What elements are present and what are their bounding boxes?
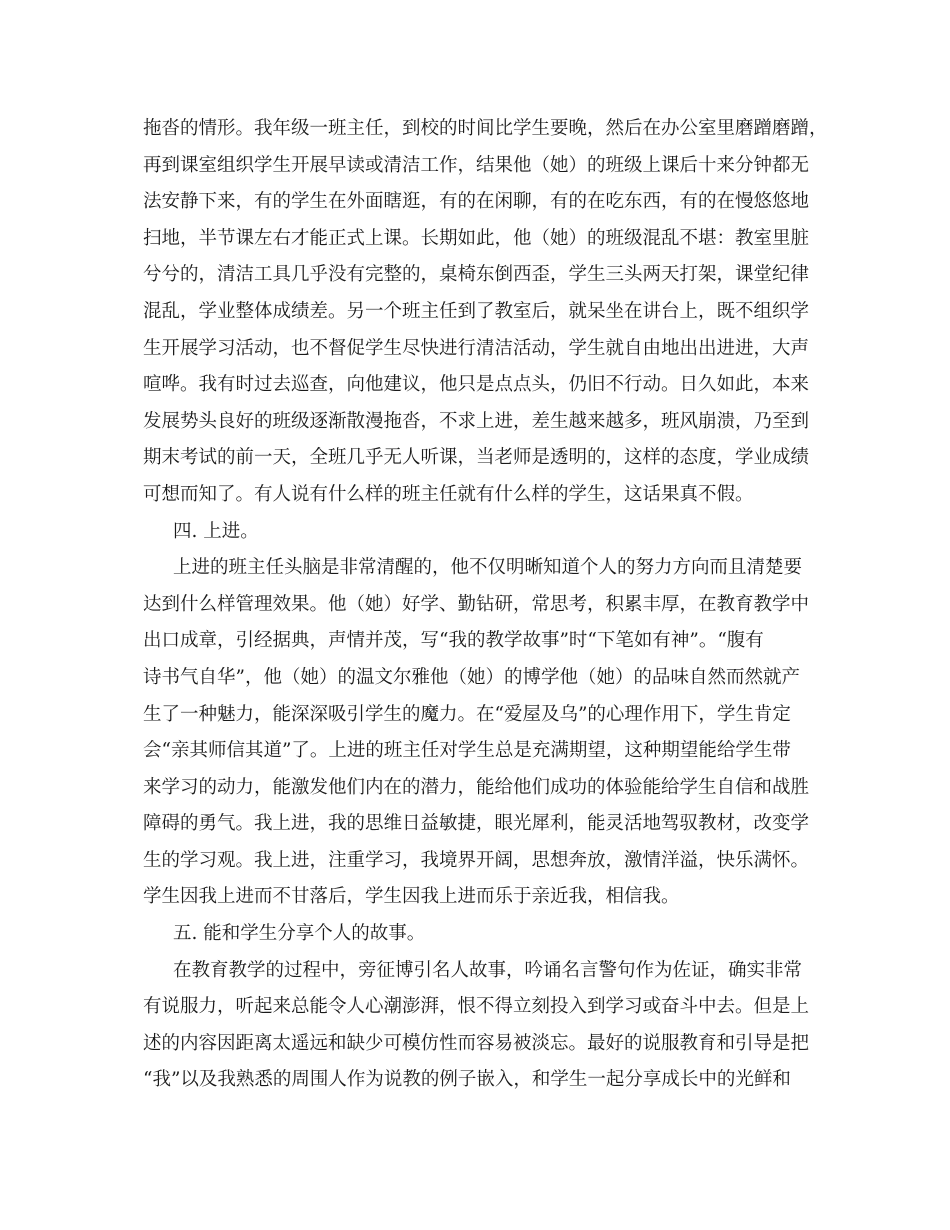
paragraph-line: 兮兮的，清洁工具几乎没有完整的，桌椅东倒西歪，学生三头两天打架，课堂纪律 [143, 264, 810, 286]
paragraph-line: 出口成章，引经据典，声情并茂，写“我的教学故事”时“下笔如有神”。“腹有 [143, 630, 764, 652]
paragraph-line: 障碍的勇气。我上进，我的思维日益敏捷，眼光犀利，能灵活地驾驭教材，改变学 [143, 813, 810, 835]
paragraph-line: 发展势头良好的班级逐渐散漫拖沓，不求上进，差生越来越多，班风崩溃，乃至到 [143, 410, 810, 432]
paragraph-line-indented: 上进的班主任头脑是非常清醒的，他不仅明晰知道个人的努力方向而且清楚要 [173, 557, 803, 579]
paragraph-line: 可想而知了。有人说有什么样的班主任就有什么样的学生，这话果真不假。 [143, 483, 754, 505]
paragraph-line: 再到课室组织学生开展早读或清洁工作，结果他（她）的班级上课后十来分钟都无 [143, 154, 810, 176]
paragraph-line: 喧哗。我有时过去巡查，向他建议，他只是点点头，仍旧不行动。日久如此，本来 [143, 374, 810, 396]
paragraph-line: 述的内容因距离太遥远和缺少可模仿性而容易被淡忘。最好的说服教育和引导是把 [143, 1032, 810, 1054]
paragraph-line: 法安静下来，有的学生在外面瞎逛，有的在闲聊，有的在吃东西，有的在慢悠悠地 [143, 191, 810, 213]
paragraph-line: 混乱，学业整体成绩差。另一个班主任到了教室后，就呆坐在讲台上，既不组织学 [143, 300, 810, 322]
paragraph-line: 生开展学习活动，也不督促学生尽快进行清洁活动，学生就自由地出出进进，大声 [143, 337, 810, 359]
paragraph-line: 诗书气自华”，他（她）的温文尔雅他（她）的博学他（她）的品味自然而然就产 [143, 666, 800, 688]
paragraph-line: 有说服力，听起来总能令人心潮澎湃，恨不得立刻投入到学习或奋斗中去。但是上 [143, 996, 810, 1018]
paragraph-line-indented: 四. 上进。 [173, 520, 259, 542]
paragraph-line: 生的学习观。我上进，注重学习，我境界开阔，思想奔放，激情洋溢，快乐满怀。 [143, 849, 810, 871]
paragraph-line: 会“亲其师信其道”了。上进的班主任对学生总是充满期望，这种期望能给学生带 [143, 740, 791, 762]
paragraph-line: 来学习的动力，能激发他们内在的潜力，能给他们成功的体验能给学生自信和战胜 [143, 776, 810, 798]
paragraph-line: 学生因我上进而不甘落后，学生因我上进而乐于亲近我，相信我。 [143, 886, 680, 908]
paragraph-line: 达到什么样管理效果。他（她）好学、勤钻研，常思考，积累丰厚，在教育教学中 [143, 593, 810, 615]
document-body [143, 111, 828, 1099]
paragraph-line: “我”以及我熟悉的周围人作为说教的例子嵌入，和学生一起分享成长中的光鲜和 [143, 1069, 791, 1091]
paragraph-line-indented: 在教育教学的过程中，旁征博引名人故事，吟诵名言警句作为佐证，确实非常 [173, 959, 803, 981]
paragraph-line: 生了一种魅力，能深深吸引学生的魔力。在“爱屋及乌”的心理作用下，学生肯定 [143, 703, 791, 725]
paragraph-line: 扫地，半节课左右才能正式上课。长期如此，他（她）的班级混乱不堪：教室里脏 [143, 227, 810, 249]
paragraph-line: 期末考试的前一天，全班几乎无人听课，当老师是透明的，这样的态度，学业成绩 [143, 447, 810, 469]
paragraph-line: 拖沓的情形。我年级一班主任，到校的时间比学生要晚，然后在办公室里磨蹭磨蹭， [143, 118, 828, 139]
paragraph-line-indented: 五. 能和学生分享个人的故事。 [173, 923, 426, 945]
